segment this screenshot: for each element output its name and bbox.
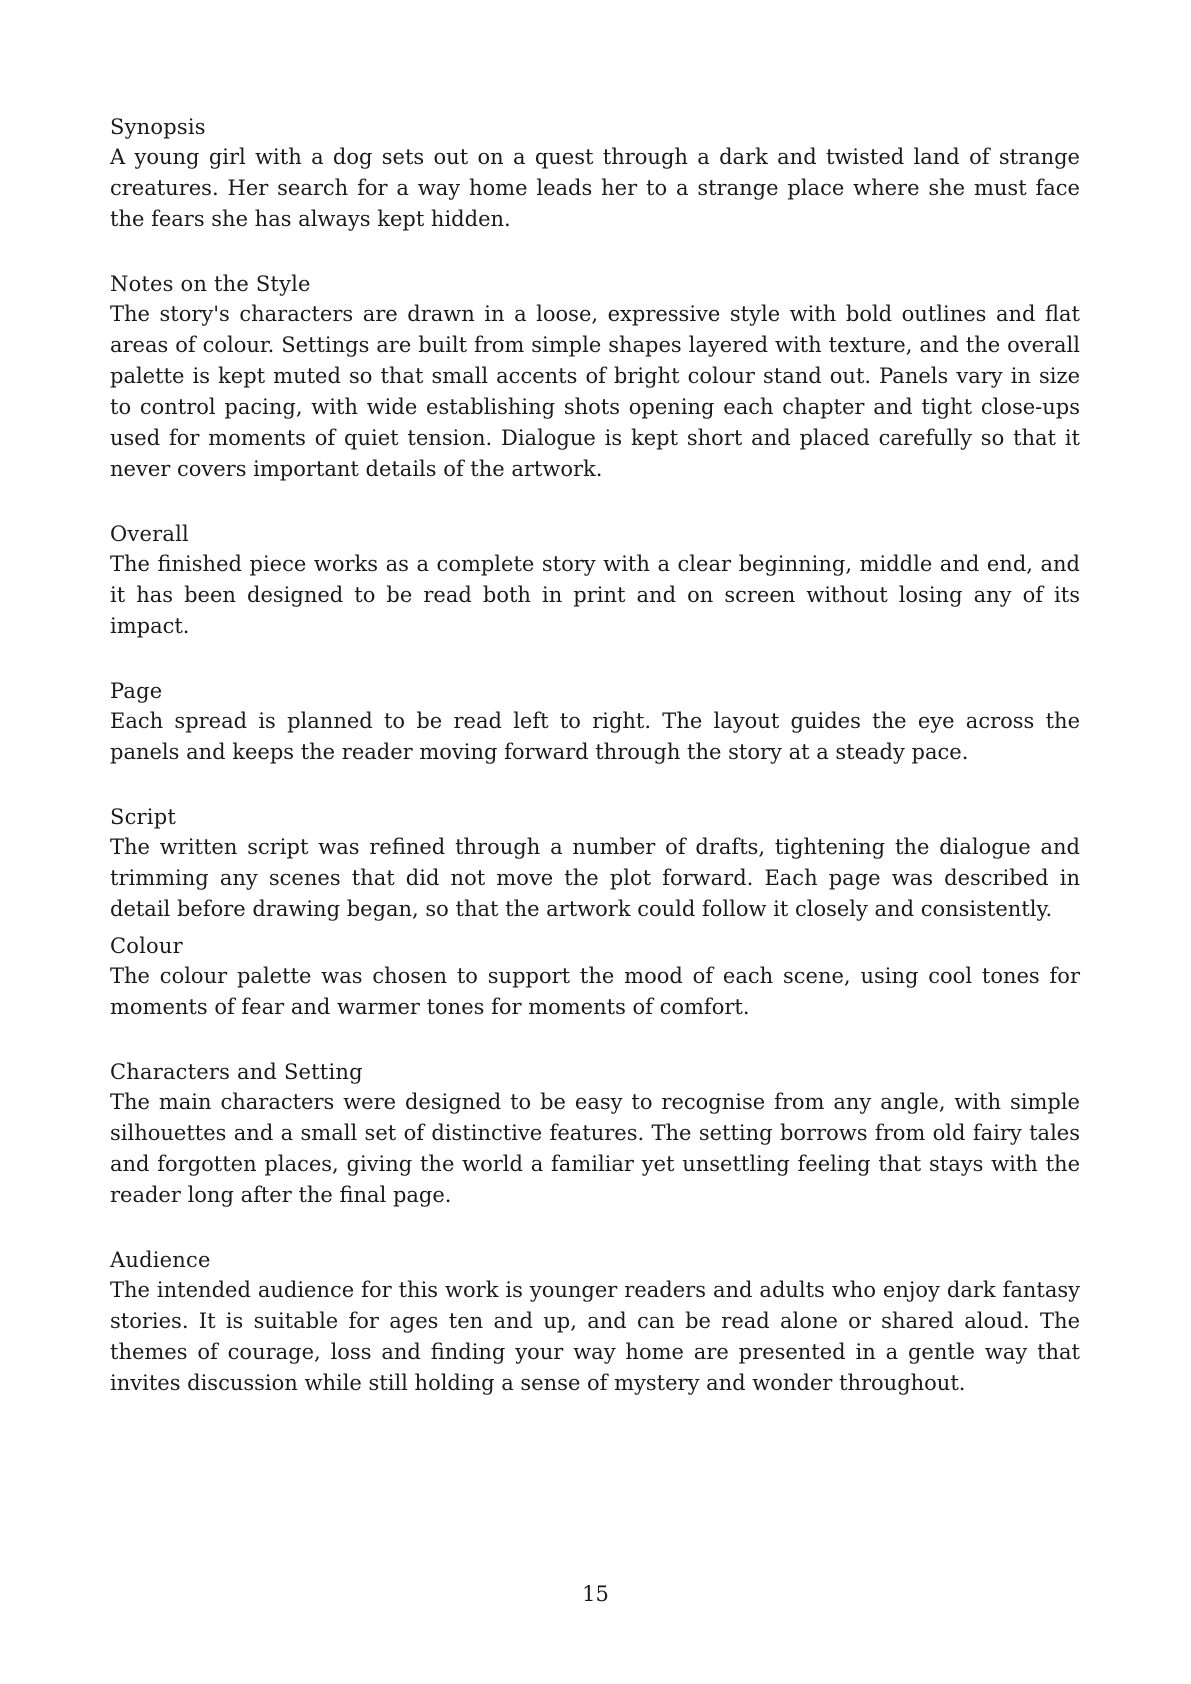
section-body: The main characters were designed to be easy to recognise from any angle, with simple silhouettes and a small set of distinctive features. The setting borrows from old fairy tales and forgotten places, giving the world a familiar yet unsettling feeling that stays with the reader long after the final page. xyxy=(110,1090,1080,1207)
section-body: The colour palette was chosen to support the mood of each scene, using cool tones for moments of fear and warmer tones for moments of comfort. xyxy=(110,964,1080,1019)
section-body: The written script was refined through a number of drafts, tightening the dialogue and trimming any scenes that did not move the plot forward. Each page was described in detail before drawing began, so that the artwork could follow it closely and consistently. xyxy=(110,835,1080,921)
section-script xyxy=(110,802,1080,925)
section-heading: Page xyxy=(110,679,163,703)
section-page xyxy=(110,676,1080,768)
section-audience xyxy=(110,1245,1080,1399)
section-synopsis xyxy=(110,112,1080,235)
section-body: The intended audience for this work is younger readers and adults who enjoy dark fantasy stories. It is suitable for ages ten and up, and can be read alone or shared aloud. The themes of courage, loss and finding your way home are presented in a gentle way that invites discussion while still holding a sense of mystery and wonder throughout. xyxy=(110,1278,1080,1395)
section-heading: Colour xyxy=(110,934,183,958)
section-heading: Overall xyxy=(110,522,189,546)
section-overall xyxy=(110,519,1080,642)
section-body: The finished piece works as a complete story with a clear beginning, middle and end, and it has been designed to be read both in print and on screen without losing any of its impact. xyxy=(110,552,1080,638)
section-heading: Characters and Setting xyxy=(110,1060,363,1084)
section-body: The story's characters are drawn in a loose, expressive style with bold outlines and flat areas of colour. Settings are built from simple shapes layered with texture, and the overall palette is kept muted so that small accents of bright colour stand out. Panels vary in size to control pacing, with wide establishing shots opening each chapter and tight close-ups used for moments of quiet tension. Dialogue is kept short and placed carefully so that it never covers important details of the artwork. xyxy=(110,302,1080,481)
section-characters-setting xyxy=(110,1057,1080,1211)
section-heading: Notes on the Style xyxy=(110,272,311,296)
section-body: Each spread is planned to be read left to right. The layout guides the eye across the panels and keeps the reader moving forward through the story at a steady pace. xyxy=(110,709,1080,764)
section-heading: Synopsis xyxy=(110,115,206,139)
page-number: 15 xyxy=(582,1582,609,1606)
section-heading: Audience xyxy=(110,1248,211,1272)
section-body: A young girl with a dog sets out on a quest through a dark and twisted land of strange creatures. Her search for a way home leads her to a strange place where she must face the fears she has always kept hidden. xyxy=(110,145,1080,231)
section-heading: Script xyxy=(110,805,176,829)
section-style-notes xyxy=(110,269,1080,485)
section-colour xyxy=(110,931,1080,1023)
document-page xyxy=(110,112,1080,1433)
